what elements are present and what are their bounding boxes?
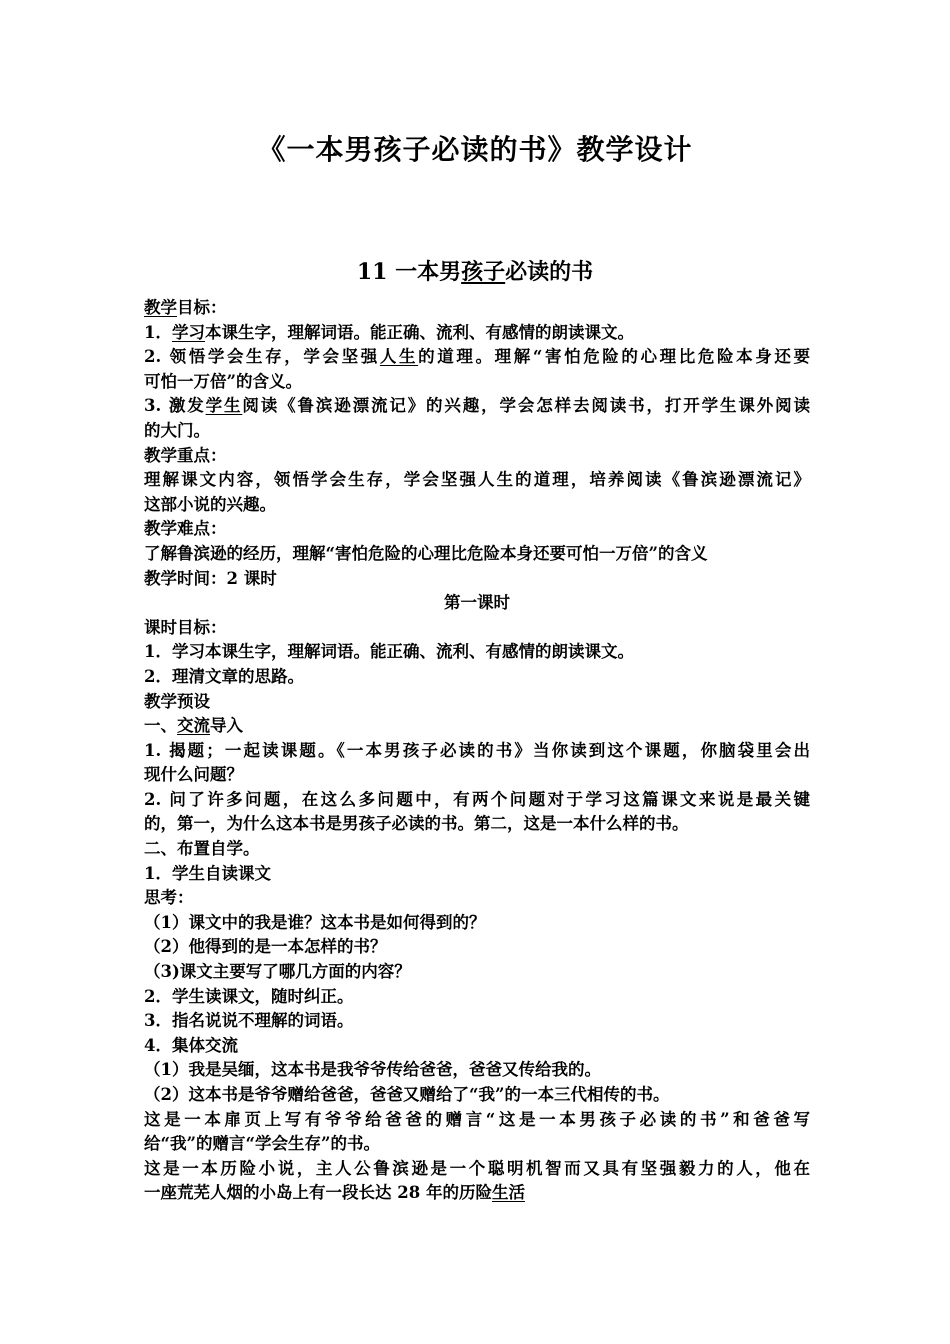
answer-2-detail: 这是一本扉页上写有爷爷给爸爸的赠言“这是一本男孩子必读的书”和爸爸写 xyxy=(144,1109,810,1129)
underlined-term: 生活 xyxy=(491,1183,525,1203)
goal-item-2-cont: 可怕一万倍”的含义。 xyxy=(144,371,302,391)
goal-item-1 xyxy=(144,321,810,346)
text-run: 一座荒芜人烟的小岛上有一段长达 28 年的历险 xyxy=(144,1183,492,1203)
document-title: 《一本男孩子必读的书》教学设计 xyxy=(257,133,693,166)
text-run: 本课生字，理解词语。能正确、流利、有感情的朗读课文。 xyxy=(204,322,634,342)
goal-item-3 xyxy=(144,394,810,419)
lesson-goal-1: 1．学习本课生字，理解词语。能正确、流利、有感情的朗读课文。 xyxy=(144,642,634,662)
key-points-text: 理解课文内容，领悟学会生存，学会坚强人生的道理，培养阅读《鲁滨逊漂流记》 xyxy=(144,470,810,490)
question-1: （1）课文中的我是谁？这本书是如何得到的？ xyxy=(144,912,486,932)
underlined-term: 学生 xyxy=(205,396,243,416)
first-lesson-heading: 第一课时 xyxy=(444,593,510,613)
teaching-plan-heading: 教学预设 xyxy=(144,691,210,711)
think-heading: 思考： xyxy=(144,888,194,908)
underlined-term: 人生 xyxy=(379,347,419,367)
lesson-number: 11 xyxy=(356,259,388,285)
answer-2-detail-cont: 给“我”的赠言“学会生存”的书。 xyxy=(144,1134,380,1154)
text-run: 2. 领悟学会生存，学会坚强 xyxy=(144,347,380,367)
difficulties-heading: 教学难点： xyxy=(144,519,227,539)
goal-item-2 xyxy=(144,345,810,370)
key-points-heading: 教学重点： xyxy=(144,445,227,465)
section-1-item-2: 2. 问了许多问题，在这么多问题中，有两个问题对于学习这篇课文来说是最关键 xyxy=(144,789,810,809)
lesson-goals-heading: 课时目标： xyxy=(144,617,227,637)
text-run: 的道理。理解“害怕危险的心理比危险本身还要 xyxy=(418,347,810,367)
lesson-title-underlined: 孩子 xyxy=(461,259,506,285)
answer-3: 这是一本历险小说，主人公鲁滨逊是一个聪明机智而又具有坚强毅力的人，他在 xyxy=(144,1158,810,1178)
answer-3-cont xyxy=(144,1181,810,1206)
question-3: （3)课文主要写了哪几方面的内容？ xyxy=(144,962,411,982)
section-1-heading xyxy=(144,714,810,739)
text-run: 导入 xyxy=(210,716,243,736)
section-2-item-2: 2．学生读课文，随时纠正。 xyxy=(144,986,354,1006)
text-run: 阅读《鲁滨逊漂流记》的兴趣，学会怎样去阅读书，打开学生课外阅读 xyxy=(242,396,810,416)
text-run: 一、 xyxy=(144,716,177,736)
text-run: 目标： xyxy=(177,298,227,317)
underlined-term: 教学 xyxy=(144,298,177,317)
section-1-item-1: 1. 揭题；一起读课题。《一本男孩子必读的书》当你读到这个课题，你脑袋里会出 xyxy=(144,740,810,760)
goal-item-3-cont: 的大门。 xyxy=(144,420,210,440)
teaching-goals-heading xyxy=(144,296,810,321)
section-2-heading: 二、布置自学。 xyxy=(144,839,260,859)
answer-2: （2）这本书是爷爷赠给爸爸，爸爸又赠给了“我”的一本三代相传的书。 xyxy=(144,1085,670,1104)
section-1-item-2-cont: 的，第一，为什么这本书是男孩子必读的书。第二，这是一本什么样的书。 xyxy=(144,814,689,834)
underlined-term: 交流 xyxy=(177,716,210,736)
lesson-goal-2: 2．理清文章的思路。 xyxy=(144,666,304,686)
lesson-title xyxy=(0,256,950,288)
section-1-item-1-cont: 现什么问题？ xyxy=(144,765,243,785)
section-2-item-1: 1．学生自读课文 xyxy=(144,863,271,883)
underlined-term: 学习 xyxy=(171,322,205,342)
difficulties-text: 了解鲁滨逊的经历，理解“害怕危险的心理比危险本身还要可怕一万倍”的含义 xyxy=(144,543,708,563)
text-run: 1． xyxy=(144,322,172,342)
lesson-title-part: 一本男 xyxy=(395,259,462,285)
answer-1: （1）我是吴缅，这本书是我爷爷传给爸爸，爸爸又传给我的。 xyxy=(144,1060,601,1080)
section-2-item-3: 3．指名说说不理解的词语。 xyxy=(144,1011,354,1031)
question-2: （2）他得到的是一本怎样的书？ xyxy=(144,937,387,957)
section-2-item-4: 4．集体交流 xyxy=(144,1035,238,1055)
text-run: 3. 激发 xyxy=(144,396,206,416)
document-body xyxy=(144,296,810,1206)
key-points-text-cont: 这部小说的兴趣。 xyxy=(144,494,276,514)
teaching-time: 教学时间：2 课时 xyxy=(144,568,277,588)
lesson-title-part: 必读的书 xyxy=(505,259,594,285)
